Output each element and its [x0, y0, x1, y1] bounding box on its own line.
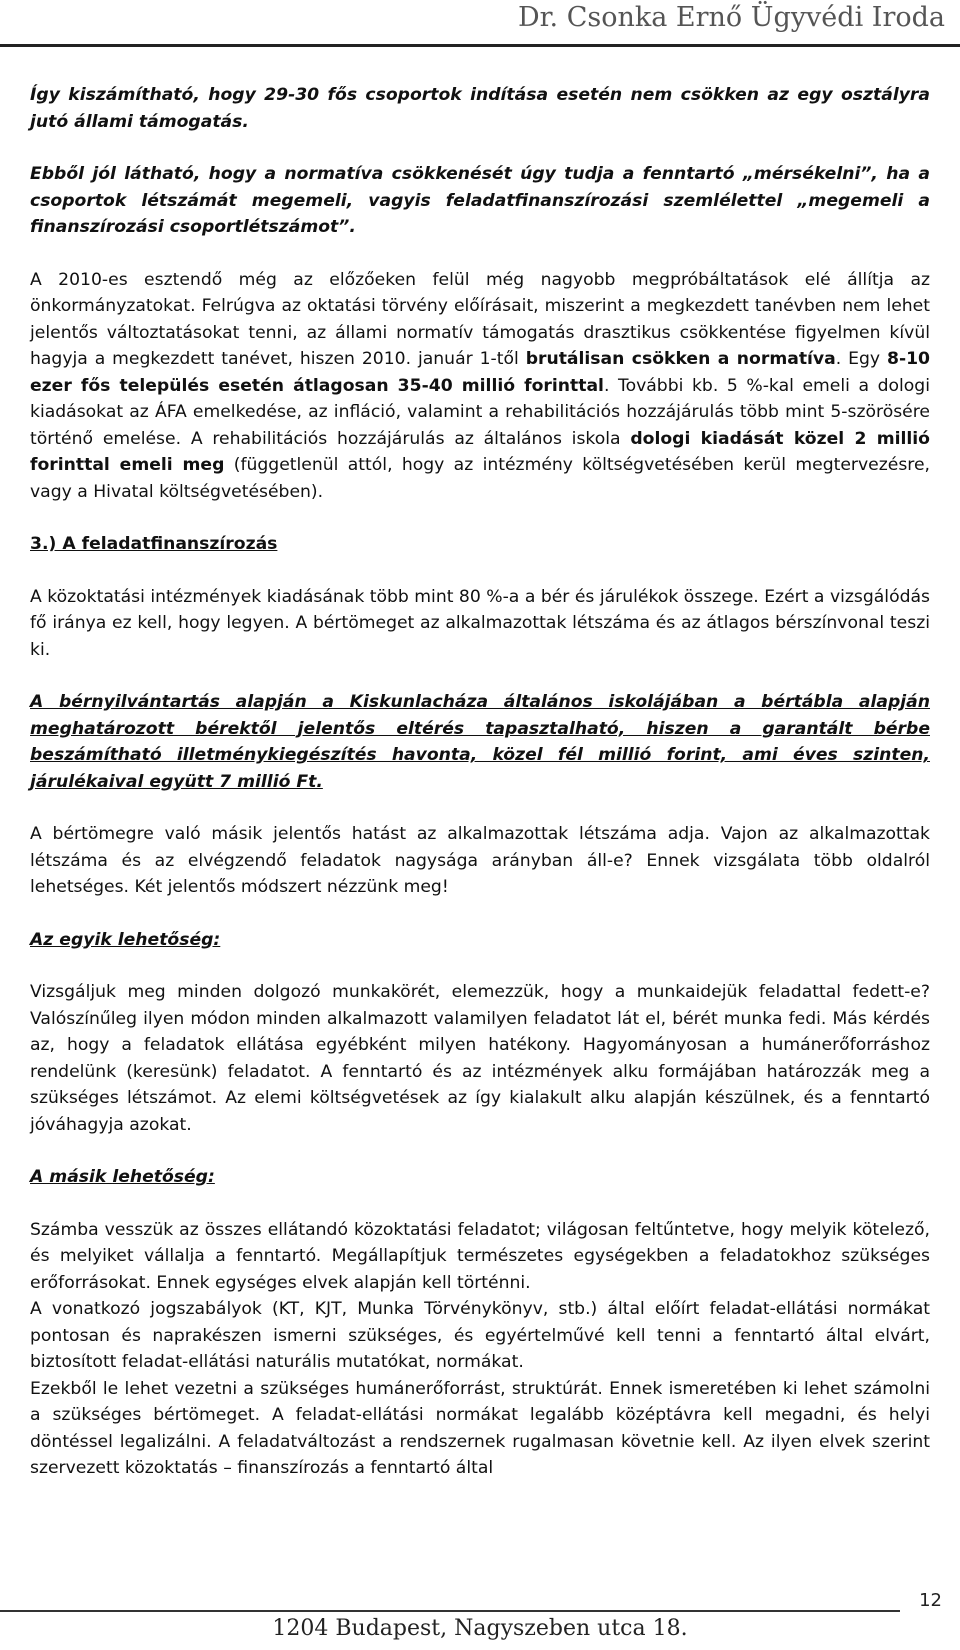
heading-egyik-lehetoseg: Az egyik lehetőség:: [30, 929, 221, 950]
p3-bold-b: brutálisan csökken a normatíva: [525, 349, 836, 369]
page-number: 12: [919, 1590, 942, 1611]
p3-bold-f: dologi kiadását közel 2 millió forinttal emeli meg: [30, 428, 930, 475]
header-rule: [0, 44, 960, 47]
document-body: [30, 82, 930, 1482]
p3-text-a: A 2010-es esztendő még az előzőeken felül még nagyobb megpróbáltatások elé állítja az önkormányzatokat. Felrúgva az oktatási törvény előírásait, miszerint a megkezdett tanévben nem lehet jelentős változtatásokat tenni, az állami normatív támogatás drasztikus csökkentése figyelmen kívül hagyja a megkezdett tanévet, hiszen 2010. január 1-től: [30, 269, 930, 369]
paragraph-6: A bértömegre való másik jelentős hatást az alkalmazottak létszáma adja. Vajon az alkalmazottak létszáma és az elvégzendő feladatok nagysága arányban áll-e? Ennek vizsgálata több oldalról lehetséges. Két jelentős módszert nézzünk meg!: [30, 824, 930, 897]
footer-address: 1204 Budapest, Nagyszeben utca 18.: [272, 1616, 688, 1641]
paragraph-7: Vizsgáljuk meg minden dolgozó munkakörét, elemezzük, hogy a munkaidejük feladattal fedett-e? Valószínűleg ilyen módon minden alkalmazott valamilyen feladatot lát el, bérét munka fedi. Más kérdés az, hogy a feladatok ellátása egyébként milyen hatékony. Hagyományosan a humánerőforráshoz rendelünk (keresünk) feladatot. A fenntartó és az intézmények alku formájában határozzák meg a szükséges létszámot. Az elemi költségvetések az így kialakult alku alapján készülnek, és a fenntartó jóváhagyja azokat.: [30, 982, 930, 1135]
footer-rule: [0, 1610, 900, 1612]
section-heading: 3.) A feladatfinanszírozás: [30, 534, 278, 554]
paragraph-8: Számba vesszük az összes ellátandó közoktatási feladatot; világosan feltűntetve, hogy melyik kötelező, és melyiket vállalja a fenntartó. Megállapítjuk természetes egységekben a feladatokhoz szükséges erőforrásokat. Ennek egységes elvek alapján kell történni.: [30, 1219, 930, 1293]
p3-text-g: (függetlenül attól, hogy az intézmény költségvetésében kerül megtervezésre, vagy a Hivatal költségvetésében).: [30, 455, 931, 502]
paragraph-4: A közoktatási intézmények kiadásának több mint 80 %-a a bér és járulékok összege. Ezért a vizsgálódás fő iránya ez kell, hogy legyen. A bértömeget az alkalmazottak létszáma és az átlagos bérszínvonal teszi ki.: [30, 586, 930, 660]
heading-masik-lehetoseg: A másik lehetőség:: [30, 1167, 215, 1187]
paragraph-10: Ezekből le lehet vezetni a szükséges humánerőforrást, struktúrát. Ennek ismeretében ki lehet számolni a szükséges bértömeget. A feladat-ellátási normákat legalább középtávra kell megadni, és helyi döntéssel legalizálni. A feladatváltozást a rendszernek rugalmasan követnie kell. Az ilyen elvek szerint szervezett közoktatás – finanszírozás a fenntartó által: [30, 1378, 930, 1478]
p3-text-c: . Egy: [835, 349, 887, 369]
paragraph-9: A vonatkozó jogszabályok (KT, KJT, Munka Törvénykönyv, stb.) által előírt feladat-ellátási normákat pontosan és naprakészen ismerni szükséges, és egyértelművé kell tenni a fenntartó által elvárt, biztosított feladat-ellátási naturális mutatókat, normákat.: [30, 1299, 930, 1372]
p3-text-e: . További kb. 5 %-kal emeli a dologi kiadásokat az ÁFA emelkedése, az infláció, valamint a rehabilitációs hozzájárulás több mint 5-szörösére történő emelése. A rehabilitációs hozzájárulás az általános iskola: [30, 375, 930, 449]
paragraph-1: Így kiszámítható, hogy 29-30 fős csoportok indítása esetén nem csökken az egy osztályra jutó állami támogatás.: [30, 85, 930, 132]
p3-bold-d: 8-10 ezer fős település esetén átlagosan 35-40 millió forinttal: [30, 349, 930, 396]
page-header-title: Dr. Csonka Ernő Ügyvédi Iroda: [517, 2, 945, 33]
paragraph-2: Ebből jól látható, hogy a normatíva csökkenését úgy tudja a fenntartó „mérsékelni”, ha a csoportok létszámát megemeli, vagyis feladatfinanszírozási szemlélettel „megemeli a finanszírozási csoportlétszámot”.: [30, 164, 930, 237]
paragraph-3: [30, 267, 930, 506]
paragraph-5: A bérnyilvántartás alapján a Kiskunlacháza általános iskolájában a bértábla alapján meghatározott bérektől jelentős eltérés tapasztalható, hiszen a garantált bérbe beszámítható illetménykiegészítés havonta, közel fél millió forint, ami éves szinten, járulékaival együtt 7 millió Ft.: [30, 692, 930, 792]
